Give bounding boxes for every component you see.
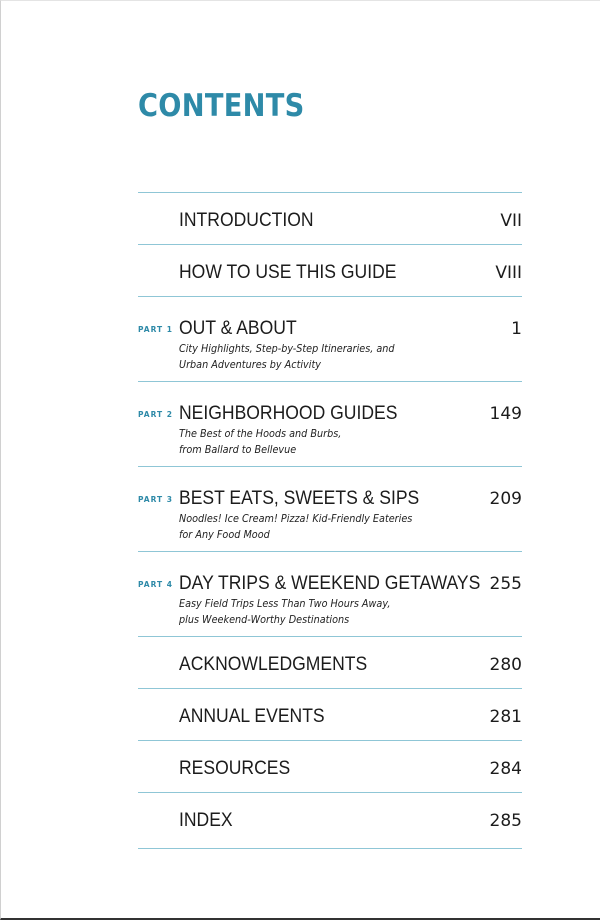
toc-subtitle-line: Noodles! Ice Cream! Pizza! Kid-Friendly Eateries bbox=[179, 513, 413, 525]
toc-entry-annual-events[interactable] bbox=[138, 689, 522, 741]
toc-page-number: VII bbox=[500, 211, 522, 231]
toc-heading: INTRODUCTION bbox=[179, 209, 314, 231]
toc-entry-acknowledgments[interactable] bbox=[138, 637, 522, 689]
toc-entry-part-1[interactable] bbox=[138, 297, 522, 382]
toc-page-number: 209 bbox=[489, 489, 522, 509]
part-label: PART 4 bbox=[138, 580, 173, 589]
table-of-contents bbox=[138, 192, 522, 849]
toc-entry-index[interactable] bbox=[138, 793, 522, 849]
toc-subtitle bbox=[179, 596, 390, 628]
toc-subtitle-line: The Best of the Hoods and Burbs, bbox=[179, 428, 342, 440]
toc-heading: DAY TRIPS & WEEKEND GETAWAYS bbox=[179, 572, 481, 594]
page-title: CONTENTS bbox=[138, 88, 305, 124]
toc-page-number: 1 bbox=[511, 319, 522, 339]
toc-entry-part-3[interactable] bbox=[138, 467, 522, 552]
toc-page-number: 285 bbox=[489, 811, 522, 831]
toc-page-number: VIII bbox=[495, 263, 522, 283]
toc-entry-resources[interactable] bbox=[138, 741, 522, 793]
toc-heading: INDEX bbox=[179, 809, 233, 831]
toc-subtitle bbox=[179, 341, 395, 373]
toc-heading: ACKNOWLEDGMENTS bbox=[179, 653, 368, 675]
toc-entry-part-4[interactable] bbox=[138, 552, 522, 637]
toc-subtitle-line: Easy Field Trips Less Than Two Hours Away, bbox=[179, 598, 391, 610]
part-label: PART 2 bbox=[138, 410, 173, 419]
toc-subtitle bbox=[179, 426, 341, 458]
toc-heading: RESOURCES bbox=[179, 757, 291, 779]
toc-page-number: 149 bbox=[489, 404, 522, 424]
toc-entry-how-to-use[interactable] bbox=[138, 245, 522, 297]
toc-subtitle-line: Urban Adventures by Activity bbox=[179, 359, 321, 371]
part-label: PART 3 bbox=[138, 495, 173, 504]
toc-heading: ANNUAL EVENTS bbox=[179, 705, 325, 727]
part-label: PART 1 bbox=[138, 325, 173, 334]
toc-entry-part-2[interactable] bbox=[138, 382, 522, 467]
toc-heading: NEIGHBORHOOD GUIDES bbox=[179, 402, 398, 424]
toc-heading: BEST EATS, SWEETS & SIPS bbox=[179, 487, 420, 509]
toc-subtitle-line: for Any Food Mood bbox=[179, 529, 270, 541]
toc-page-number: 255 bbox=[489, 574, 522, 594]
toc-heading: OUT & ABOUT bbox=[179, 317, 297, 339]
toc-subtitle-line: plus Weekend-Worthy Destinations bbox=[179, 614, 350, 626]
toc-page-number: 281 bbox=[489, 707, 522, 727]
toc-subtitle-line: from Ballard to Bellevue bbox=[179, 444, 297, 456]
toc-subtitle bbox=[179, 511, 412, 543]
toc-entry-introduction[interactable] bbox=[138, 193, 522, 245]
toc-page-number: 280 bbox=[489, 655, 522, 675]
toc-subtitle-line: City Highlights, Step-by-Step Itineraries, and bbox=[179, 343, 395, 355]
toc-heading: HOW TO USE THIS GUIDE bbox=[179, 261, 397, 283]
toc-page-number: 284 bbox=[489, 759, 522, 779]
